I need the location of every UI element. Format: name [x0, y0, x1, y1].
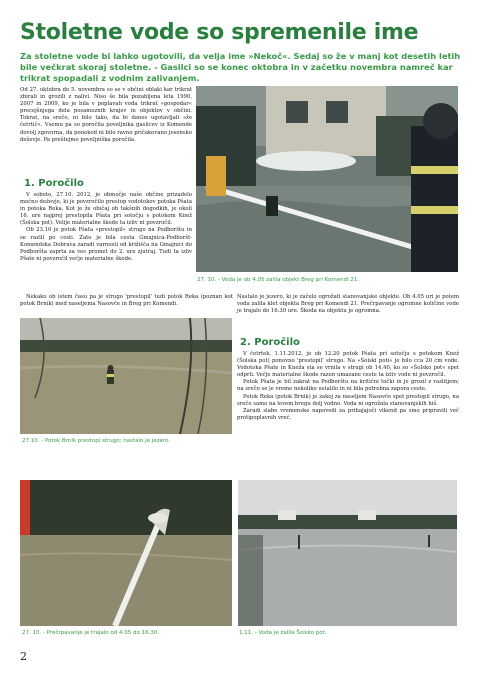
section2-paragraph-2: Potok Pšata je bil zakrat na Podborštu na kritični točki in je grozil z razlitjem; na srečo se je vreme nekoliko ustalilo in ni bila potrebna zapora ceste. — [237, 379, 459, 393]
section2-text — [237, 351, 459, 422]
section1-text-wide — [20, 294, 233, 308]
page-number: 2 — [20, 650, 27, 663]
intro-text — [20, 87, 192, 144]
photo-pumping-hose — [20, 480, 232, 626]
section2-paragraph-3: Potok Reka (potok Brnik) je zakoj za naseljem Nasovče spet prestopil strugo, na srečo samo na levem bregu dolj vodno. Voda ni ogrožala stanovanjskih hiš. — [237, 393, 459, 407]
section1-paragraph-3b: Nastalo je jezero, ki je začelo ogrožati stanovanjske objekte. Ob 4.05 uri je potem voda zalila klet objekta Breg pri Komendi 21. Prečrpavanje ogromne količine vode je trajalo do 16.30 ure. Škoda na objektu je ogromna. — [237, 294, 459, 315]
caption-flooded-house: 27. 10. - Voda je ob 4.05 zalila objekt Breg pri Komendi 21. — [197, 277, 360, 283]
section2-paragraph-1: V četrtek, 1.11.2012, je ob 12.20 potok Pšata pri sotočju s potokom Knež (Šolska pot) ponovno 'prestopil' strugo. Na »Šolski poti« je bilo cca 20 cm vode. Vodotoka Pšate in Kneža sta se vrnila v strugi ob 14.40, ko so »Šolsko pot« spet odprli. Večje materialne škode razen umazane ceste ta izliv vode ni povzročil. — [237, 351, 459, 379]
article-title: Stoletne vode so spremenile ime — [20, 20, 419, 45]
caption-flooded-road: 1.11. - Voda je zalila Šolsko pot. — [239, 630, 327, 636]
section2-paragraph-4: Zaradi slabe vremenske napovedi za prihajajoči vikend pa smo pripravili več protipoplavnih vreč. — [237, 407, 459, 421]
section1-paragraph-1: V soboto, 27.10. 2012, je območje naše občine prizadelo močno deževje, ki je povzročilo prestop vodotokov potoka Pšata in potoka Reka. Kot je že običaj ob takšnih dogodkih, je okoli 16. ure najprej prestopila Pšata pri sotočju s potokom Knež (Šolska pot). Velije materialne škode ta izliv ni povzročil. — [20, 192, 192, 227]
photo-flooded-field — [20, 318, 232, 434]
article-lead: Za stoletne vode bi lahko ugotovili, da velja ime »Nekoč«. Sedaj so že v manj kot desetih letih bile večkrat skoraj stoletne. - Gasilci so se konec oktobra in v začetku novembra namreč kar trikrat spopadali z vodnim zalivanjem. — [20, 51, 461, 83]
photo-flooded-house — [196, 86, 458, 272]
section1-text — [20, 192, 192, 263]
section1-text-right — [237, 294, 459, 315]
section1-heading: 1. Poročilo — [24, 178, 84, 189]
intro-paragraph: Od 27. oktobra do 5. novembra so se v občini oblaki kar trikrat zbirali in grozili z nalivi. Niso še bila pozabljena leta 1990, 2007 in 2009, ko je bila v poplavah voda trikrat »gospodar« precejšnjega dela posameznih krajev in objektov v občini. Tokrat, na srečo, ni bilo tako, da bi danes ugotavljali »že četrtič«. Vsemu pa so poročila poveljnika gasilcev iz Komende dovolj zgovorna, da ponekod ni bilo ravno pričakovano jesensko deževje. Pa preštejmo poveljniška poročila. — [20, 87, 192, 143]
section1-paragraph-3a: Nekako ob istem času pa je strugo 'prestopil' tudi potok Reka (poznan kot potok Brnik) med naseljema Nasovče in Breg pri Komendi. — [20, 294, 233, 308]
caption-flooded-field: 27.10. - Potok Brnik prestopi strugo; nastalo je jezero. — [22, 438, 171, 444]
photo-flooded-road — [238, 480, 457, 626]
caption-pumping-hose: 27. 10. - Prečrpavanje je trajalo od 4.05 do 16.30. — [22, 630, 160, 636]
section2-heading: 2. Poročilo — [240, 337, 300, 348]
section1-paragraph-2: Ob 23.10 je potok Pšata »prestopil« strugo na Podborštu in se razlil po cesti. Zato je bila cesta Gmajnica-Podboršt-Komendska Dobrava zaradi varnosti od križišča na Gmajnici do Podboršta zaprta za ves promet do 2. ure zjutraj. Tudi ta izliv Pšate ni povzročil večje materialne škode. — [20, 227, 192, 262]
